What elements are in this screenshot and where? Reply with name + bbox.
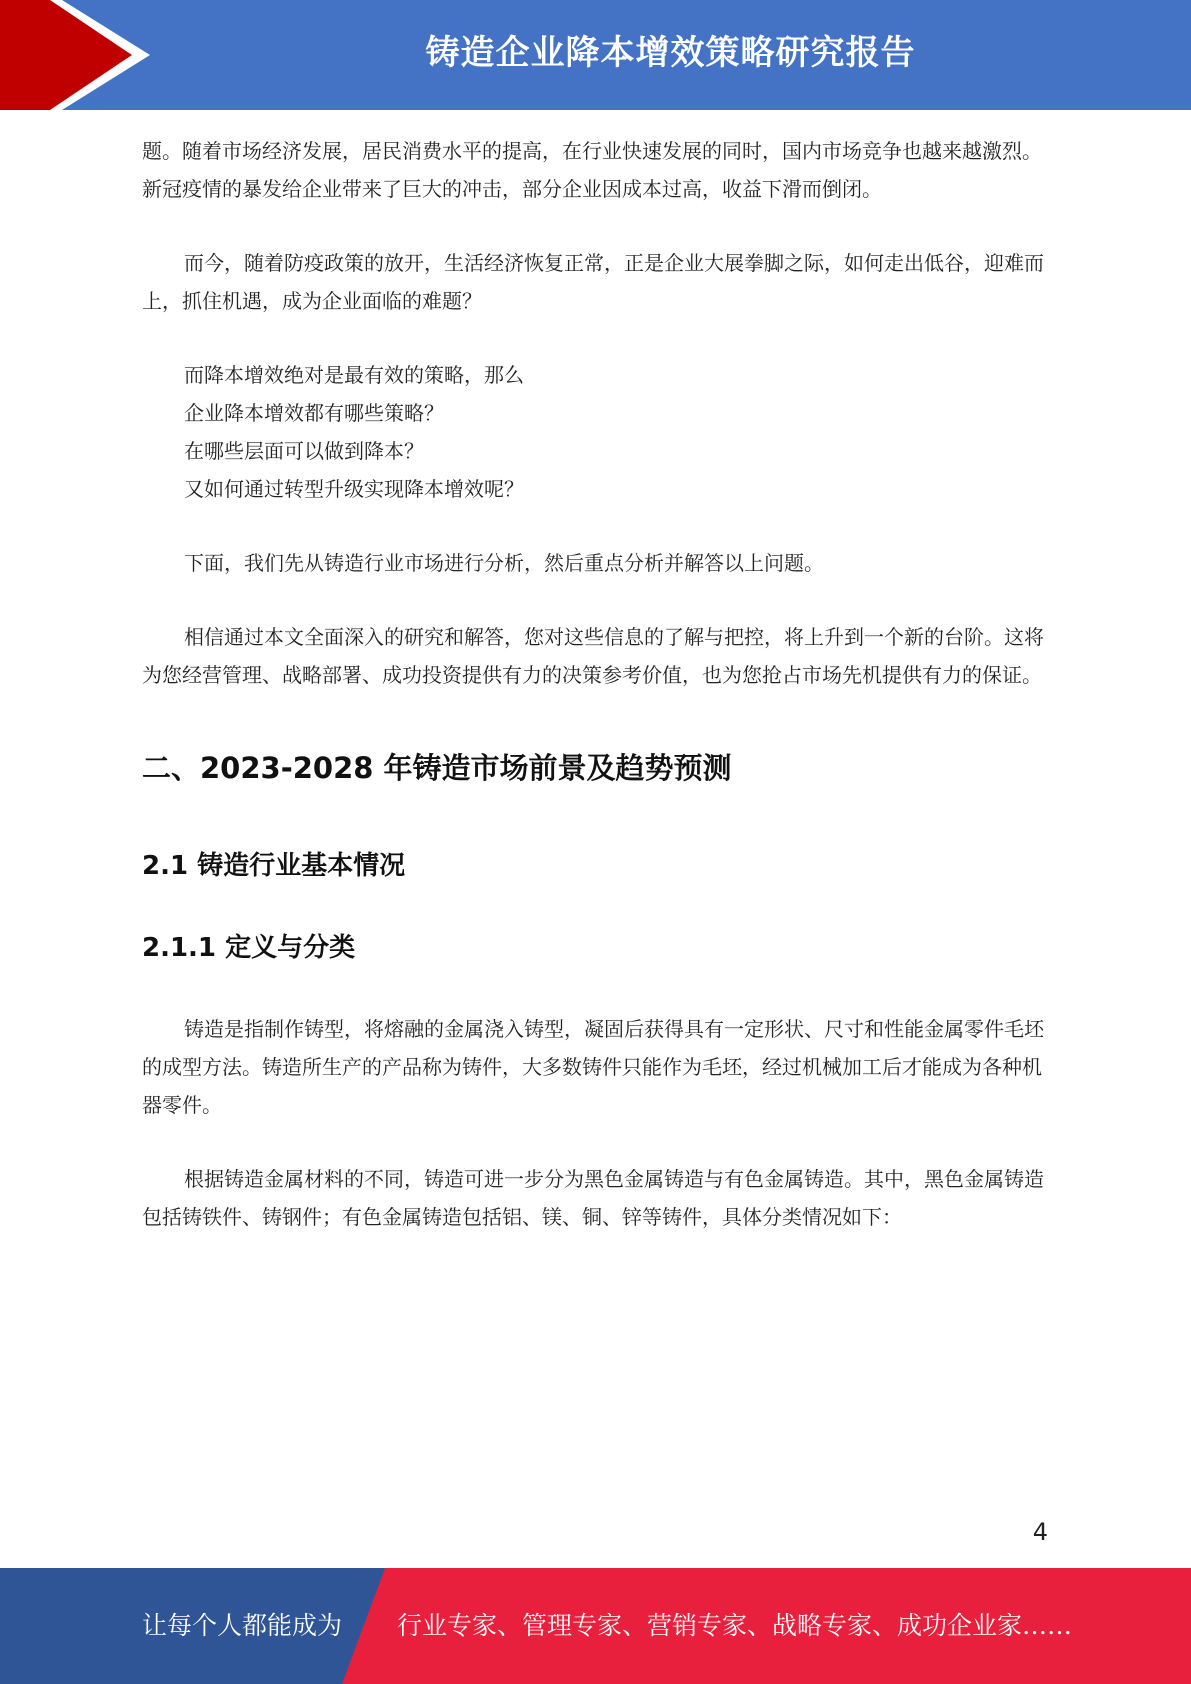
- footer-slogan-lead: 让每个人都能成为: [142, 1611, 343, 1640]
- question-line: 企业降本增效都有哪些策略？: [184, 401, 444, 425]
- page-number: 4: [1032, 1518, 1048, 1546]
- section-heading: 二、2023-2028 年铸造市场前景及趋势预测: [142, 751, 732, 785]
- page-footer: [0, 1568, 1191, 1684]
- page-header: [0, 0, 1191, 110]
- paragraph-approach: 下面，我们先从铸造行业市场进行分析，然后重点分析并解答以上问题。: [184, 551, 824, 575]
- question-line: 而降本增效绝对是最有效的策略，那么: [184, 363, 524, 387]
- question-list: [142, 356, 1047, 508]
- page-content: [142, 132, 1047, 1272]
- paragraph-value: 相信通过本文全面深入的研究和解答，您对这些信息的了解与把控，将上升到一个新的台阶。这将为您经营管理、战略部署、成功投资提供有力的决策参考价值，也为您抢占市场先机提供有力的保证。: [142, 625, 1044, 687]
- paragraph-intro-continuation: 题。随着市场经济发展，居民消费水平的提高，在行业快速发展的同时，国内市场竞争也越来越激烈。新冠疫情的暴发给企业带来了巨大的冲击，部分企业因成本过高，收益下滑而倒闭。: [142, 139, 1042, 201]
- subsection-heading: 2.1 铸造行业基本情况: [142, 851, 406, 881]
- subsubsection-heading: 2.1.1 定义与分类: [142, 933, 356, 963]
- question-line: 又如何通过转型升级实现降本增效呢？: [184, 477, 524, 501]
- question-line: 在哪些层面可以做到降本？: [184, 439, 424, 463]
- footer-slogan-roles: 行业专家、管理专家、营销专家、战略专家、成功企业家……: [397, 1611, 1073, 1640]
- paragraph-classification: 根据铸造金属材料的不同，铸造可进一步分为黑色金属铸造与有色金属铸造。其中，黑色金属铸造包括铸铁件、铸钢件；有色金属铸造包括铝、镁、铜、锌等铸件，具体分类情况如下：: [142, 1167, 1044, 1229]
- paragraph-challenge: 而今，随着防疫政策的放开，生活经济恢复正常，正是企业大展拳脚之际，如何走出低谷，迎难而上，抓住机遇，成为企业面临的难题？: [142, 251, 1044, 313]
- header-chevron-decoration: [0, 0, 160, 110]
- paragraph-definition: 铸造是指制作铸型，将熔融的金属浇入铸型，凝固后获得具有一定形状、尺寸和性能金属零件毛坯的成型方法。铸造所生产的产品称为铸件，大多数铸件只能作为毛坯，经过机械加工后才能成为各种机器零件。: [142, 1017, 1044, 1117]
- document-title: 铸造企业降本增效策略研究报告: [425, 33, 916, 73]
